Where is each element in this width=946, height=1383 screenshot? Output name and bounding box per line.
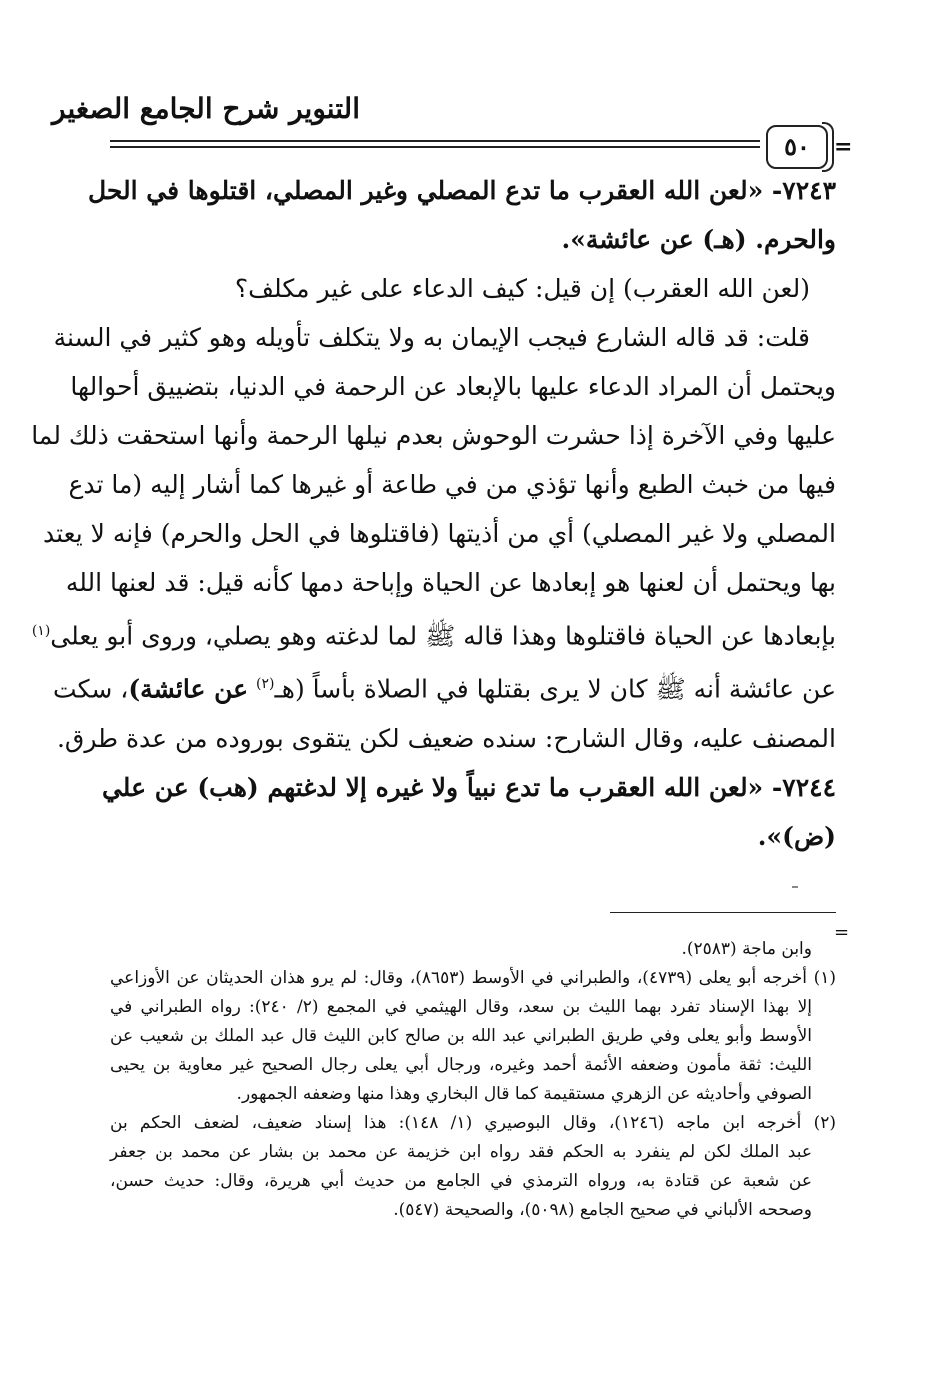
footnote-separator	[610, 912, 836, 913]
commentary-line: المصنف عليه، وقال الشارح: سنده ضعيف لكن يتقوى بوروده من عدة طرق.	[56, 723, 836, 753]
footnote-ref-2: (٢)	[255, 676, 275, 693]
commentary-text: ، سكت	[53, 674, 129, 704]
commentary-line: ويحتمل أن المراد الدعاء عليها بالإبعاد عن الرحمة في الدنيا، بتضييق أحوالها	[70, 372, 836, 401]
footnote-1-line: (١) أخرجه أبو يعلى (٤٧٣٩)، والطبراني في الأوسط (٨٦٥٣)، وقال: لم يرو هذان الحديثان عن الأوزاعي	[110, 968, 837, 988]
page-number: ٥٠	[766, 125, 828, 169]
hadith-7244-line-1: ٧٢٤٤- «لعن الله العقرب ما تدع نبياً ولا غيره إلا لدغتهم (هب) عن علي	[101, 772, 836, 802]
main-text	[31, 166, 836, 861]
footnote-line: وابن ماجة (٢٥٨٣).	[681, 939, 812, 959]
footnote-1-line: الصوفي وأحاديثه عن الزهري مستقيمة كما قال البخاري وهذا منها وضعفه الجمهور.	[236, 1084, 812, 1104]
footnote-continuation-mark: =	[834, 922, 850, 943]
commentary-line-with-footnote	[31, 607, 836, 660]
footnote-1-line: الليث: ثقة مأمون وضعفه الأئمة أحمد وغيره، ورجال أبي يعلى رجال الصحيح غير معاوية بن يحيى	[110, 1055, 812, 1075]
commentary-line: قلت: قد قاله الشارع فيجب الإيمان به ولا يتكلف تأويله وهو كثير في السنة	[53, 323, 810, 352]
footnotes	[110, 935, 836, 1225]
commentary-bold-text: عن عائشة)	[128, 674, 249, 704]
header-rule	[110, 140, 760, 142]
footnote-2-line: (٢) أخرجه ابن ماجه (١٢٤٦)، وقال البوصيري (١/ ١٤٨): هذا إسناد ضعيف، لضعف الحكم بن	[110, 1113, 836, 1133]
footnote-2-line: عبد الملك لكن لم ينفرد به الحكم فقد رواه ابن خزيمة عن محمد بن بشار عن محمد بن جعفر	[110, 1142, 812, 1162]
hadith-7243-line-2: والحرم. (هـ) عن عائشة».	[561, 225, 836, 254]
footnote-ref-1: (١)	[31, 623, 51, 639]
hadith-7244-line-2: (ض)».	[757, 821, 836, 851]
footnote-1-line: الأوسط وأبو يعلى وفي طريق الطبراني عبد الله بن صالح كابن الليث قال عبد الملك بن شعيب عن	[110, 1026, 812, 1046]
commentary-line: فيها من خبث الطبع وأنها تؤذي من في طاعة أو غيرها كما أشار إليه (ما تدع	[68, 470, 836, 499]
stray-mark	[792, 886, 798, 888]
commentary-text: بإبعادها عن الحياة فاقتلوها وهذا قاله ﷺ لما لدغته وهو يصلي، وروى أبو يعلى	[50, 621, 836, 651]
header-edge-mark: =	[834, 134, 853, 160]
footnote-1-line: إلا بهذا الإسناد تفرد بهما الليث بن سعد، وقال الهيثمي في المجمع (٢/ ٢٤٠): رواه الطبراني في	[110, 997, 812, 1017]
commentary-line: بها ويحتمل أن لعنها هو إبعادها عن الحياة وإباحة دمها كأنه قيل: قد لعنها الله	[65, 568, 836, 597]
running-header-title: التنوير شرح الجامع الصغير	[52, 92, 360, 125]
commentary-line-with-footnote	[53, 660, 836, 713]
commentary-line: عليها وفي الآخرة إذا حشرت الوحوش بعدم نيلها الرحمة وأنها استحقت ذلك لما	[31, 421, 836, 450]
header-rule	[110, 146, 760, 148]
commentary-text: عن عائشة أنه ﷺ كان لا يرى بقتلها في الصلاة بأساً (هـ	[274, 674, 836, 704]
hadith-7243-line-1: ٧٢٤٣- «لعن الله العقرب ما تدع المصلي وغير المصلي، اقتلوها في الحل	[87, 176, 836, 205]
footnote-2-line: وصححه الألباني في صحيح الجامع (٥٠٩٨)، والصحيحة (٥٤٧).	[393, 1200, 812, 1220]
footnote-2-line: عن شعبة عن قتادة به، ورواه الترمذي في الجامع من حديث أبي هريرة، وقال: حديث حسن،	[110, 1171, 812, 1191]
commentary-line: (لعن الله العقرب) إن قيل: كيف الدعاء على غير مكلف؟	[234, 274, 810, 303]
commentary-line: المصلي ولا غير المصلي) أي من أذيتها (فاقتلوها في الحل والحرم) فإنه لا يعتد	[43, 519, 836, 548]
